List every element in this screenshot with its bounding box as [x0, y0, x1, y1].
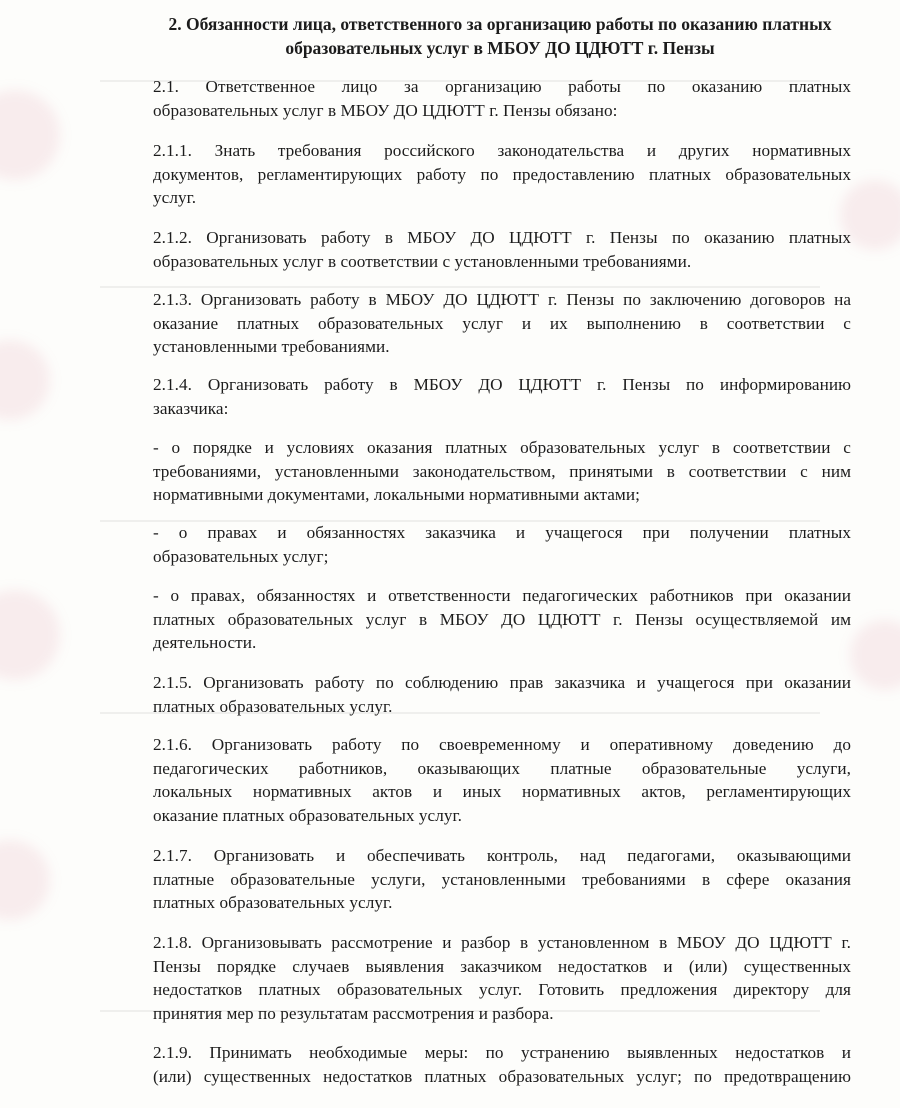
paragraph-2-1-7 — [153, 844, 851, 915]
text-line: образовательных услуг в МБОУ ДО ЦДЮТТ г. Пензы обязано: — [153, 100, 618, 120]
text-line: 2.1.8. Организовывать рассмотрение и разбор в установленном в МБОУ ДО ЦДЮТТ г. — [153, 933, 851, 952]
text-line: локальных нормативных актов и иных нормативных актов, регламентирующих — [153, 782, 851, 801]
text-line: установленными требованиями. — [153, 337, 390, 356]
text-line: платные образовательные услуги, установленными требованиями в сфере оказания — [153, 869, 851, 889]
text-line: образовательных услуг; — [153, 546, 329, 566]
text-line: 2.1.7. Организовать и обеспечивать контроль, над педагогами, оказывающими — [153, 846, 851, 865]
text-line: 2.1.9. Принимать необходимые меры: по устранению выявленных недостатков и — [153, 1043, 851, 1062]
bullet-customer-rights — [153, 521, 851, 568]
text-line: педагогических работников, оказывающих платные образовательные услуги, — [153, 758, 851, 778]
text-line: нормативными документами, локальными нормативными актами; — [153, 485, 640, 504]
text-line: 2.1.6. Организовать работу по своевременному и оперативному доведению до — [153, 735, 851, 754]
bleed-mark — [850, 620, 900, 690]
bleed-mark — [0, 840, 50, 920]
text-line: деятельности. — [153, 633, 257, 652]
paragraph-2-1 — [153, 75, 851, 122]
paragraph-2-1-5 — [153, 671, 851, 718]
bullet-order-and-conditions — [153, 436, 851, 507]
paragraph-2-1-8 — [153, 931, 851, 1025]
text-line: документов, регламентирующих работу по предоставлению платных образовательных — [153, 164, 851, 184]
text-line: принятия мер по результатам рассмотрения и разбора. — [153, 1003, 554, 1023]
paragraph-2-1-9 — [153, 1041, 851, 1088]
text-line: 2.1.2. Организовать работу в МБОУ ДО ЦДЮТТ г. Пензы по оказанию платных — [153, 228, 851, 247]
text-line: платных образовательных услуг. — [153, 893, 393, 912]
text-line: Пензы порядке случаев выявления заказчиком недостатков и (или) существенных — [153, 956, 851, 976]
text-line: 2.1.4. Организовать работу в МБОУ ДО ЦДЮТТ г. Пензы по информированию — [153, 375, 851, 394]
text-line: платных образовательных услуг. — [153, 696, 393, 716]
bullet-teacher-rights — [153, 584, 851, 655]
text-line: 2.1.5. Организовать работу по соблюдению прав заказчика и учащегося при оказании — [153, 673, 851, 692]
text-line: услуг. — [153, 188, 197, 207]
text-line: оказание платных образовательных услуг. — [153, 805, 463, 825]
bleed-mark — [0, 90, 60, 180]
text-line: оказание платных образовательных услуг и их выполнению в соответствии с — [153, 313, 851, 333]
text-line: (или) существенных недостатков платных образовательных услуг; по предотвращению — [153, 1066, 851, 1086]
text-line: 2.1.3. Организовать работу в МБОУ ДО ЦДЮТТ г. Пензы по заключению договоров на — [153, 290, 851, 309]
text-line: образовательных услуг в соответствии с установленными требованиями. — [153, 251, 692, 271]
text-line: платных образовательных услуг в МБОУ ДО ЦДЮТТ г. Пензы осуществляемой им — [153, 609, 851, 629]
text-line: заказчика: — [153, 398, 229, 418]
text-line: - о правах, обязанностях и ответственности педагогических работников при оказании — [153, 586, 851, 605]
bleed-mark — [0, 590, 60, 680]
text-line: - о порядке и условиях оказания платных образовательных услуг в соответствии с — [153, 438, 851, 457]
paragraph-2-1-4 — [153, 373, 851, 420]
text-line: 2.1.1. Знать требования российского законодательства и других нормативных — [153, 141, 851, 160]
bleed-mark — [0, 340, 50, 420]
text-line: требованиями, установленными законодательством, принятыми в соответствии с ним — [153, 461, 851, 481]
section-heading-line: образовательных услуг в МБОУ ДО ЦДЮТТ г. Пензы — [285, 38, 715, 58]
paragraph-2-1-2 — [153, 226, 851, 273]
paragraph-2-1-6 — [153, 733, 851, 827]
text-line: недостатков платных образовательных услуг. Готовить предложения директору для — [153, 980, 851, 999]
paragraph-2-1-3 — [153, 288, 851, 359]
text-line: 2.1. Ответственное лицо за организацию работы по оказанию платных — [153, 77, 851, 96]
text-line: - о правах и обязанностях заказчика и учащегося при получении платных — [153, 523, 851, 542]
section-heading — [100, 12, 900, 60]
section-heading-line: 2. Обязанности лица, ответственного за организацию работы по оказанию платных — [168, 14, 832, 34]
paragraph-2-1-1 — [153, 139, 851, 210]
